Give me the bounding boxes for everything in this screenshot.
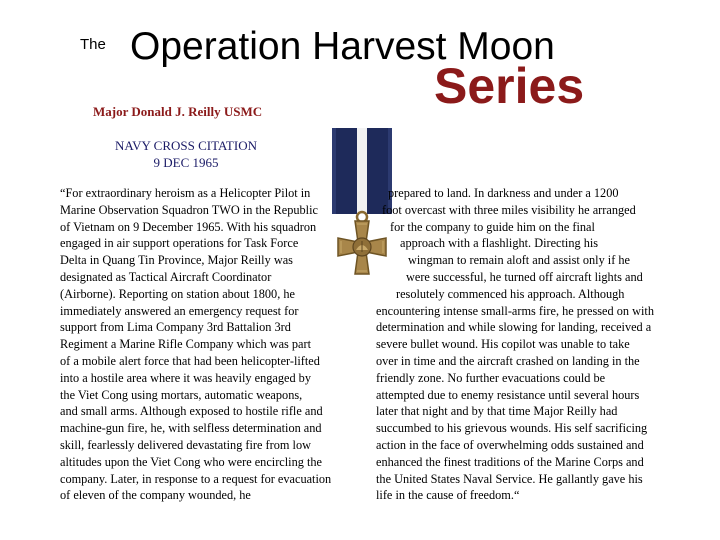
citation-line: action in the face of overwhelming odds sustained and — [376, 437, 644, 452]
page-title: Operation Harvest Moon — [130, 25, 555, 68]
citation-line: for the company to guide him on the final — [390, 219, 595, 234]
citation-line: machine-gun fire, he, with selfless determination and — [60, 421, 322, 436]
citation-line: resolutely commenced his approach. Although — [396, 286, 625, 301]
citation-line: severe bullet wound. His copilot was unable to take — [376, 337, 630, 352]
citation-line: Regiment a Marine Rifle Company which was part — [60, 337, 311, 352]
author-name: Major Donald J. Reilly USMC — [93, 104, 263, 119]
citation-line: into a hostile area where it was heavily engaged by — [60, 370, 311, 385]
citation-line: enhanced the finest traditions of the Marine Corps and — [376, 454, 644, 469]
citation-line: were successful, he turned off aircraft lights and — [406, 269, 643, 284]
citation-line: of a mobile alert force that had been helicopter-lifted — [60, 353, 320, 368]
citation-line: Marine Observation Squadron TWO in the Republic — [60, 202, 318, 217]
citation-line: support from Lima Company 3rd Battalion 3rd — [60, 320, 291, 335]
citation-line: of Vietnam on 9 December 1965. With his squadron — [60, 219, 317, 234]
citation-line: skill, fearlessly delivered devastating fire from low — [60, 437, 311, 452]
citation-line: later that night and by that time Major Reilly had — [376, 404, 618, 419]
citation-line: company. Later, in response to a request for evacuation — [60, 471, 332, 486]
citation-line: encountering intense small-arms fire, he pressed on with — [376, 303, 654, 318]
citation-line: the Viet Cong using mortars, automatic weapons, — [60, 387, 303, 402]
citation-line: (Airborne). Reporting on station about 1800, he — [60, 286, 295, 301]
title-prefix: The — [80, 36, 106, 53]
citation-line: of eleven of the company wounded, he — [60, 488, 251, 503]
citation-right-column — [376, 185, 704, 504]
citation-date: 9 DEC 1965 — [153, 155, 219, 170]
series-label: Series — [434, 58, 585, 114]
citation-line: “For extraordinary heroism as a Helicopter Pilot in — [60, 186, 311, 200]
citation-title: NAVY CROSS CITATION — [115, 138, 257, 153]
citation-line: determination and while slowing for landing, received a — [376, 320, 652, 335]
citation-line: engaged in air support operations for Task Force — [60, 236, 299, 251]
citation-heading — [100, 137, 272, 171]
citation-line: succumbed to his grievous wounds. His self sacrificing — [376, 421, 648, 436]
citation-line: foot overcast with three miles visibility he arranged — [382, 202, 636, 217]
citation-line: attempted due to enemy resistance until several hours — [376, 387, 640, 402]
citation-line: approach with a flashlight. Directing his — [400, 236, 599, 251]
citation-line: and small arms. Although exposed to hostile rifle and — [60, 404, 323, 419]
citation-left-column — [60, 185, 350, 504]
citation-line: immediately answered an emergency request for — [60, 303, 299, 318]
citation-line: Delta in Quang Tin Province, Major Reilly was — [60, 253, 293, 268]
citation-line: the United States Naval Service. He gallantly gave his — [376, 471, 643, 486]
citation-line: altitudes upon the Viet Cong who were encircling the — [60, 454, 322, 469]
citation-line: life in the cause of freedom.“ — [376, 488, 520, 503]
citation-line: wingman to remain aloft and assist only if he — [408, 253, 630, 268]
citation-line: over in time and the aircraft crashed on landing in the — [376, 353, 640, 368]
citation-line: designated as Tactical Aircraft Coordinator — [60, 269, 272, 284]
citation-line: prepared to land. In darkness and under a 1200 — [388, 186, 619, 200]
citation-line: friendly zone. No further evacuations could be — [376, 370, 606, 385]
